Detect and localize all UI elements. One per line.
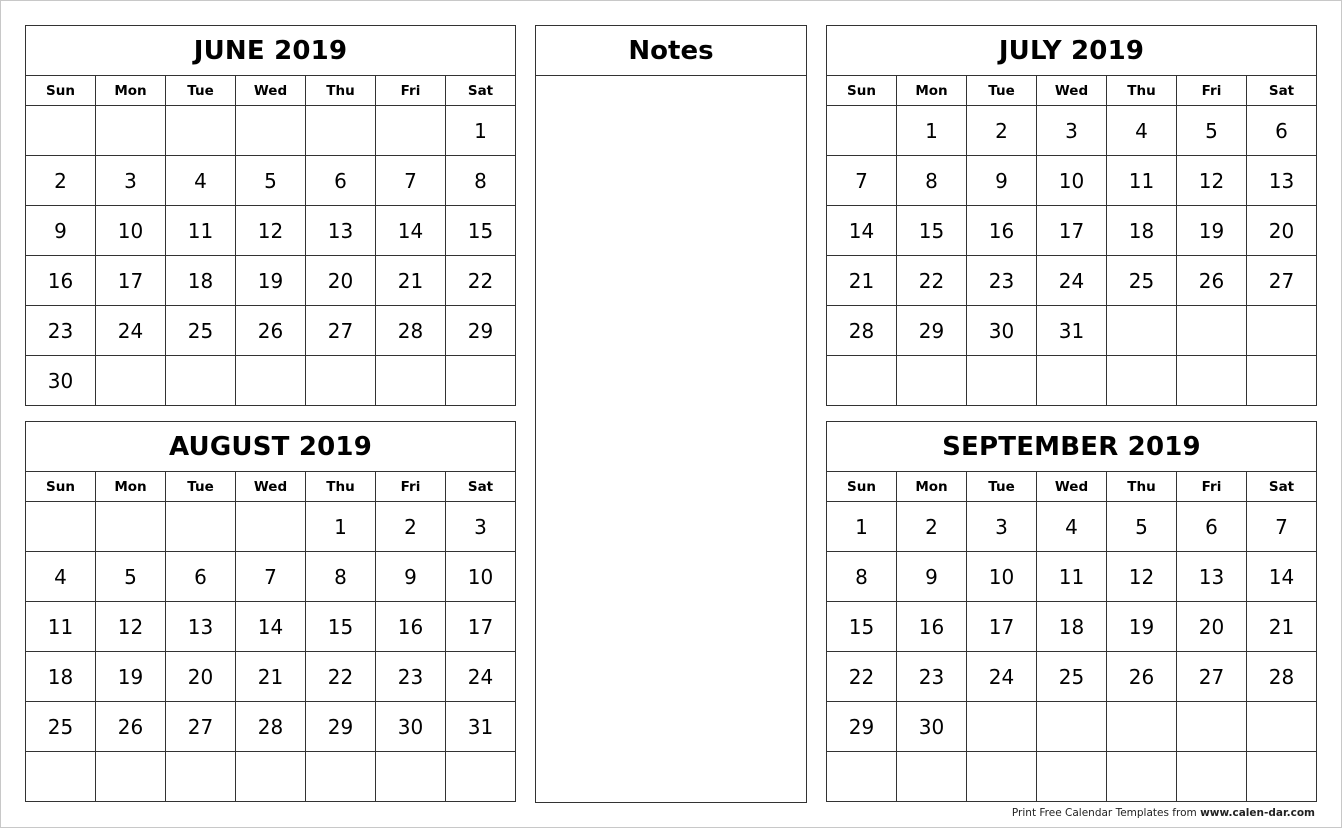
day-cell[interactable]: 23 (376, 652, 446, 702)
week-row (26, 652, 516, 702)
week-row (26, 156, 516, 206)
day-cell[interactable] (827, 752, 897, 802)
week-row (26, 552, 516, 602)
weekday-header: Wed (236, 472, 306, 502)
day-cell[interactable]: 20 (1177, 602, 1247, 652)
day-cell[interactable]: 11 (26, 602, 96, 652)
day-cell[interactable]: 7 (376, 156, 446, 206)
day-cell[interactable]: 18 (26, 652, 96, 702)
day-cell[interactable]: 10 (967, 552, 1037, 602)
day-cell[interactable]: 17 (1037, 206, 1107, 256)
weekday-header: Fri (1177, 472, 1247, 502)
day-cell[interactable]: 20 (1247, 206, 1317, 256)
day-cell[interactable]: 8 (306, 552, 376, 602)
day-cell[interactable] (96, 502, 166, 552)
day-cell[interactable]: 27 (1247, 256, 1317, 306)
week-row (827, 356, 1317, 406)
notes-title: Notes (536, 26, 806, 76)
day-cell[interactable]: 9 (376, 552, 446, 602)
day-cell[interactable]: 1 (446, 106, 516, 156)
footer-site-link[interactable]: www.calen-dar.com (1200, 807, 1315, 819)
week-row (26, 502, 516, 552)
day-cell[interactable] (897, 752, 967, 802)
day-cell[interactable]: 4 (1107, 106, 1177, 156)
day-cell[interactable] (1177, 752, 1247, 802)
week-row (26, 702, 516, 752)
day-cell[interactable]: 11 (166, 206, 236, 256)
day-cell[interactable] (1107, 752, 1177, 802)
day-cell[interactable]: 10 (96, 206, 166, 256)
day-cell[interactable]: 27 (1177, 652, 1247, 702)
month-title: JULY 2019 (827, 26, 1317, 76)
day-cell[interactable]: 8 (446, 156, 516, 206)
day-cell[interactable] (96, 106, 166, 156)
week-row (26, 602, 516, 652)
day-cell[interactable]: 1 (897, 106, 967, 156)
day-cell[interactable] (166, 106, 236, 156)
day-cell[interactable]: 1 (827, 502, 897, 552)
weekday-header: Sat (1247, 472, 1317, 502)
weekday-header: Mon (96, 76, 166, 106)
week-row (827, 206, 1317, 256)
day-cell[interactable]: 13 (166, 602, 236, 652)
day-cell[interactable]: 23 (897, 652, 967, 702)
day-cell[interactable]: 24 (1037, 256, 1107, 306)
day-cell[interactable] (446, 356, 516, 406)
weekday-header: Sun (26, 76, 96, 106)
month-title: SEPTEMBER 2019 (827, 422, 1317, 472)
day-cell[interactable] (1037, 356, 1107, 406)
day-cell[interactable] (1177, 306, 1247, 356)
weekday-header: Thu (306, 76, 376, 106)
day-cell[interactable]: 27 (306, 306, 376, 356)
day-cell[interactable]: 1 (306, 502, 376, 552)
day-cell[interactable] (376, 356, 446, 406)
day-cell[interactable]: 25 (1107, 256, 1177, 306)
day-cell[interactable]: 26 (236, 306, 306, 356)
day-cell[interactable]: 18 (1037, 602, 1107, 652)
day-cell[interactable]: 29 (827, 702, 897, 752)
week-row (827, 306, 1317, 356)
day-cell[interactable]: 15 (306, 602, 376, 652)
week-row (827, 156, 1317, 206)
day-cell[interactable] (1107, 702, 1177, 752)
day-cell[interactable]: 12 (1107, 552, 1177, 602)
day-cell[interactable]: 6 (306, 156, 376, 206)
day-cell[interactable] (1247, 752, 1317, 802)
day-cell[interactable]: 24 (967, 652, 1037, 702)
weekday-header: Mon (897, 472, 967, 502)
month-title: AUGUST 2019 (26, 422, 516, 472)
day-cell[interactable]: 28 (376, 306, 446, 356)
weekday-header: Sat (1247, 76, 1317, 106)
day-cell[interactable]: 30 (376, 702, 446, 752)
weekday-header: Sat (446, 76, 516, 106)
week-row (26, 256, 516, 306)
day-cell[interactable] (26, 752, 96, 802)
week-row (26, 356, 516, 406)
day-cell[interactable]: 19 (236, 256, 306, 306)
day-cell[interactable]: 5 (96, 552, 166, 602)
day-cell[interactable]: 8 (897, 156, 967, 206)
day-cell[interactable]: 13 (1177, 552, 1247, 602)
day-cell[interactable]: 30 (26, 356, 96, 406)
weekday-header: Wed (236, 76, 306, 106)
day-cell[interactable]: 26 (1177, 256, 1247, 306)
week-row (26, 106, 516, 156)
weekday-header: Sun (827, 472, 897, 502)
day-cell[interactable] (306, 106, 376, 156)
day-cell[interactable] (96, 356, 166, 406)
day-cell[interactable] (306, 356, 376, 406)
week-row (26, 206, 516, 256)
day-cell[interactable]: 2 (376, 502, 446, 552)
day-cell[interactable]: 31 (1037, 306, 1107, 356)
day-cell[interactable]: 2 (897, 502, 967, 552)
day-cell[interactable]: 29 (897, 306, 967, 356)
day-cell[interactable]: 22 (827, 652, 897, 702)
day-cell[interactable]: 16 (376, 602, 446, 652)
day-cell[interactable]: 5 (1177, 106, 1247, 156)
day-cell[interactable] (1177, 356, 1247, 406)
day-cell[interactable]: 6 (1177, 502, 1247, 552)
day-cell[interactable]: 5 (1107, 502, 1177, 552)
weekday-header: Mon (96, 472, 166, 502)
day-cell[interactable]: 9 (897, 552, 967, 602)
day-cell[interactable]: 3 (967, 502, 1037, 552)
day-cell[interactable]: 20 (306, 256, 376, 306)
day-cell[interactable]: 22 (897, 256, 967, 306)
day-cell[interactable]: 27 (166, 702, 236, 752)
day-cell[interactable]: 15 (897, 206, 967, 256)
week-row (827, 702, 1317, 752)
day-cell[interactable] (1037, 752, 1107, 802)
week-row (26, 752, 516, 802)
day-cell[interactable]: 23 (967, 256, 1037, 306)
weekday-header: Thu (1107, 76, 1177, 106)
weekday-header: Tue (967, 76, 1037, 106)
day-cell[interactable]: 13 (306, 206, 376, 256)
day-cell[interactable] (1107, 356, 1177, 406)
day-cell[interactable]: 16 (26, 256, 96, 306)
day-cell[interactable]: 21 (827, 256, 897, 306)
day-cell[interactable]: 11 (1037, 552, 1107, 602)
day-cell[interactable]: 3 (96, 156, 166, 206)
day-cell[interactable]: 25 (166, 306, 236, 356)
day-cell[interactable] (1247, 306, 1317, 356)
week-row (827, 256, 1317, 306)
day-cell[interactable]: 22 (306, 652, 376, 702)
day-cell[interactable]: 20 (166, 652, 236, 702)
day-cell[interactable] (897, 356, 967, 406)
day-cell[interactable] (236, 106, 306, 156)
day-cell[interactable] (166, 356, 236, 406)
day-cell[interactable]: 9 (26, 206, 96, 256)
day-cell[interactable]: 26 (96, 702, 166, 752)
weekday-header: Wed (1037, 472, 1107, 502)
day-cell[interactable] (1247, 702, 1317, 752)
day-cell[interactable]: 30 (967, 306, 1037, 356)
day-cell[interactable] (26, 106, 96, 156)
day-cell[interactable]: 18 (1107, 206, 1177, 256)
day-cell[interactable]: 4 (1037, 502, 1107, 552)
day-cell[interactable]: 25 (26, 702, 96, 752)
weekday-header: Tue (166, 76, 236, 106)
day-cell[interactable]: 4 (166, 156, 236, 206)
day-cell[interactable] (236, 356, 306, 406)
day-cell[interactable]: 14 (376, 206, 446, 256)
day-cell[interactable] (236, 752, 306, 802)
day-cell[interactable]: 3 (1037, 106, 1107, 156)
day-cell[interactable]: 21 (1247, 602, 1317, 652)
week-row (26, 306, 516, 356)
week-row (827, 752, 1317, 802)
calendar-august-2019 (25, 421, 516, 802)
day-cell[interactable]: 9 (967, 156, 1037, 206)
weekday-header: Thu (306, 472, 376, 502)
day-cell[interactable]: 12 (96, 602, 166, 652)
day-cell[interactable]: 5 (236, 156, 306, 206)
day-cell[interactable]: 17 (96, 256, 166, 306)
weekday-header: Tue (166, 472, 236, 502)
day-cell[interactable]: 14 (236, 602, 306, 652)
day-cell[interactable]: 30 (897, 702, 967, 752)
day-cell[interactable]: 19 (1177, 206, 1247, 256)
day-cell[interactable] (166, 752, 236, 802)
day-cell[interactable] (376, 752, 446, 802)
calendar-september-2019 (826, 421, 1317, 802)
day-cell[interactable]: 28 (827, 306, 897, 356)
day-cell[interactable]: 24 (446, 652, 516, 702)
weekday-header: Fri (1177, 76, 1247, 106)
day-cell[interactable]: 10 (1037, 156, 1107, 206)
day-cell[interactable] (1247, 356, 1317, 406)
day-cell[interactable]: 14 (827, 206, 897, 256)
week-row (827, 602, 1317, 652)
day-cell[interactable]: 13 (1247, 156, 1317, 206)
month-title: JUNE 2019 (26, 26, 516, 76)
day-cell[interactable] (1177, 702, 1247, 752)
day-cell[interactable]: 8 (827, 552, 897, 602)
day-cell[interactable]: 10 (446, 552, 516, 602)
week-row (827, 652, 1317, 702)
weekday-header: Tue (967, 472, 1037, 502)
day-cell[interactable]: 28 (236, 702, 306, 752)
day-cell[interactable]: 17 (967, 602, 1037, 652)
day-cell[interactable]: 24 (96, 306, 166, 356)
weekday-header: Fri (376, 76, 446, 106)
day-cell[interactable]: 21 (236, 652, 306, 702)
day-cell[interactable]: 12 (1177, 156, 1247, 206)
day-cell[interactable] (827, 356, 897, 406)
weekday-header: Mon (897, 76, 967, 106)
day-cell[interactable]: 28 (1247, 652, 1317, 702)
day-cell[interactable]: 16 (897, 602, 967, 652)
day-cell[interactable] (967, 702, 1037, 752)
day-cell[interactable]: 19 (1107, 602, 1177, 652)
day-cell[interactable] (827, 106, 897, 156)
weekday-header: Thu (1107, 472, 1177, 502)
day-cell[interactable] (1037, 702, 1107, 752)
day-cell[interactable] (96, 752, 166, 802)
day-cell[interactable] (236, 502, 306, 552)
day-cell[interactable] (376, 106, 446, 156)
day-cell[interactable] (306, 752, 376, 802)
day-cell[interactable]: 6 (1247, 106, 1317, 156)
day-cell[interactable]: 31 (446, 702, 516, 752)
day-cell[interactable]: 14 (1247, 552, 1317, 602)
day-cell[interactable]: 18 (166, 256, 236, 306)
weekday-header: Sun (26, 472, 96, 502)
day-cell[interactable]: 23 (26, 306, 96, 356)
day-cell[interactable]: 21 (376, 256, 446, 306)
day-cell[interactable]: 22 (446, 256, 516, 306)
day-cell[interactable]: 29 (306, 702, 376, 752)
day-cell[interactable]: 25 (1037, 652, 1107, 702)
day-cell[interactable]: 7 (1247, 502, 1317, 552)
footer-text: Print Free Calendar Templates from (1011, 807, 1201, 819)
notes-panel[interactable] (535, 25, 807, 803)
day-cell[interactable]: 16 (967, 206, 1037, 256)
weekday-header: Sat (446, 472, 516, 502)
day-cell[interactable]: 15 (827, 602, 897, 652)
week-row (827, 106, 1317, 156)
day-cell[interactable]: 12 (236, 206, 306, 256)
day-cell[interactable]: 4 (26, 552, 96, 602)
day-cell[interactable]: 29 (446, 306, 516, 356)
day-cell[interactable]: 7 (236, 552, 306, 602)
day-cell[interactable]: 15 (446, 206, 516, 256)
footer-credit (1012, 807, 1315, 819)
day-cell[interactable] (446, 752, 516, 802)
day-cell[interactable] (26, 502, 96, 552)
day-cell[interactable]: 26 (1107, 652, 1177, 702)
calendar-june-2019 (25, 25, 516, 406)
week-row (827, 502, 1317, 552)
calendar-july-2019 (826, 25, 1317, 406)
weekday-header: Wed (1037, 76, 1107, 106)
day-cell[interactable]: 2 (26, 156, 96, 206)
day-cell[interactable] (1107, 306, 1177, 356)
day-cell[interactable]: 7 (827, 156, 897, 206)
day-cell[interactable]: 19 (96, 652, 166, 702)
day-cell[interactable] (166, 502, 236, 552)
day-cell[interactable]: 17 (446, 602, 516, 652)
day-cell[interactable]: 6 (166, 552, 236, 602)
day-cell[interactable] (967, 752, 1037, 802)
day-cell[interactable]: 2 (967, 106, 1037, 156)
day-cell[interactable] (967, 356, 1037, 406)
day-cell[interactable]: 3 (446, 502, 516, 552)
week-row (827, 552, 1317, 602)
day-cell[interactable]: 11 (1107, 156, 1177, 206)
weekday-header: Sun (827, 76, 897, 106)
weekday-header: Fri (376, 472, 446, 502)
